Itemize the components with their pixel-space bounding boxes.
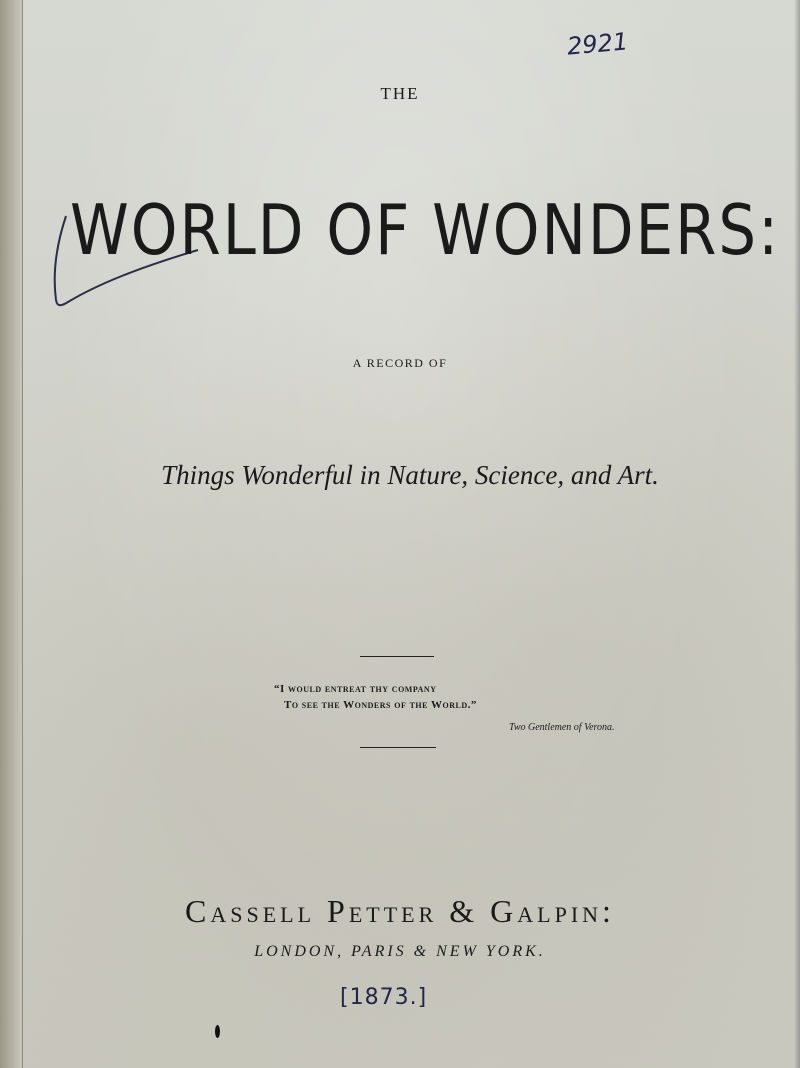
publisher-name: Cassell Petter & Galpin: <box>185 893 615 929</box>
divider-top <box>360 656 434 657</box>
handwritten-number: 2921 <box>565 27 630 61</box>
quote-line-2: To see the Wonders of the World.” <box>284 699 477 711</box>
quote-attribution: Two Gentlemen of Verona. <box>509 722 615 733</box>
handwritten-date: [1873.] <box>340 985 428 1010</box>
publisher-cities: LONDON, PARIS & NEW YORK. <box>254 943 546 960</box>
header-the: THE <box>380 84 420 103</box>
divider-bottom <box>360 747 436 748</box>
book-subtitle: Things Wonderful in Nature, Science, and Art. <box>161 460 659 490</box>
quote-line-1: “I would entreat thy company <box>274 683 437 695</box>
record-of-label: A RECORD OF <box>352 356 448 370</box>
ink-speck <box>215 1025 220 1038</box>
book-title: WORLD OF WONDERS: <box>70 190 781 271</box>
